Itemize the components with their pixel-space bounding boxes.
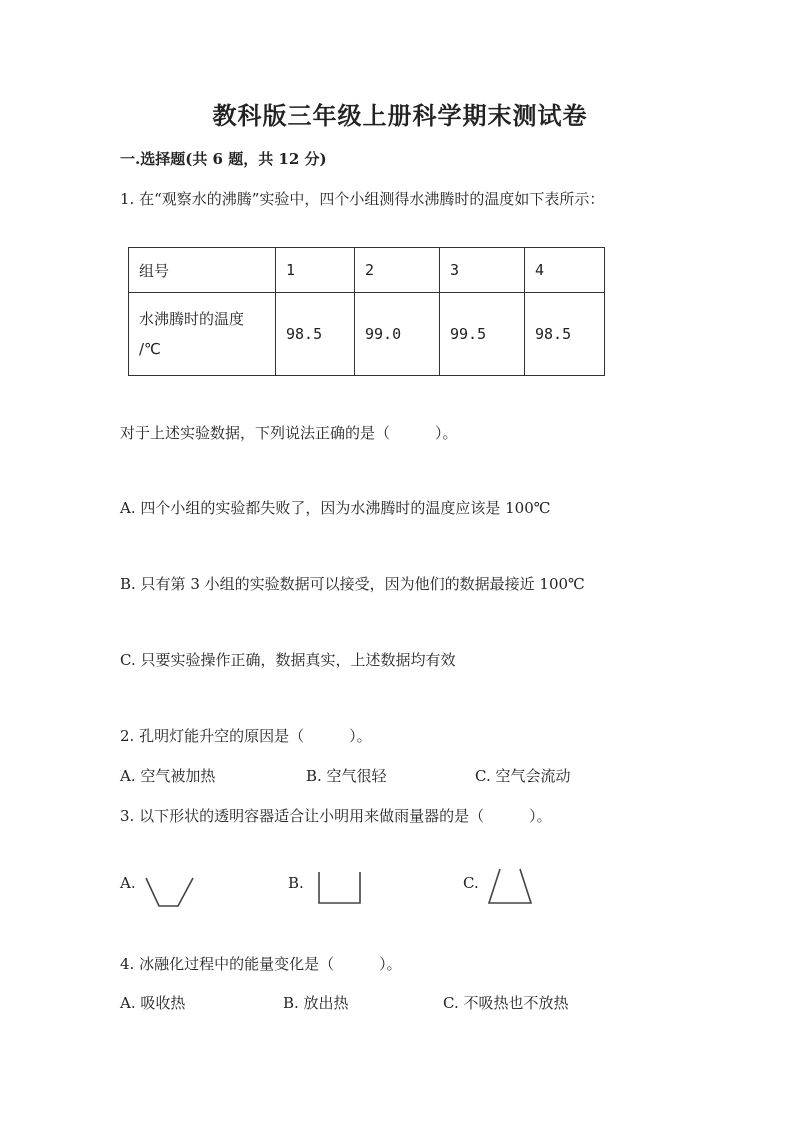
- narrow-top-container-icon: [484, 864, 536, 908]
- table-cell: 4: [525, 248, 605, 293]
- wide-top-container-icon: [140, 872, 200, 912]
- question-1-ask: 对于上述实验数据，下列说法正确的是（ ）。: [120, 424, 458, 442]
- question-3-option-c: C.: [463, 874, 479, 892]
- boiling-temperature-table: [128, 247, 605, 376]
- question-4-option-c: C. 不吸热也不放热: [443, 994, 569, 1012]
- question-4-option-b: B. 放出热: [283, 994, 349, 1012]
- question-2-option-a: A. 空气被加热: [120, 767, 216, 785]
- question-1-option-a: A. 四个小组的实验都失败了，因为水沸腾时的温度应该是 100℃: [120, 499, 551, 517]
- question-1-stem: 1. 在“观察水的沸腾”实验中，四个小组测得水沸腾时的温度如下表所示：: [120, 190, 605, 208]
- table-row: [129, 293, 605, 376]
- question-1-option-b: B. 只有第 3 小组的实验数据可以接受，因为他们的数据最接近 100℃: [120, 575, 585, 593]
- table-cell: 98.5: [525, 293, 605, 376]
- question-3-option-b: B.: [288, 874, 304, 892]
- section-heading: 一.选择题(共 6 题，共 12 分): [120, 150, 327, 168]
- table-cell: 99.0: [355, 293, 440, 376]
- question-4-option-a: A. 吸收热: [120, 994, 186, 1012]
- table-cell: [129, 293, 276, 376]
- question-4-stem: 4. 冰融化过程中的能量变化是（ ）。: [120, 955, 402, 973]
- page-title: 教科版三年级上册科学期末测试卷: [212, 101, 588, 130]
- table-cell: 组号: [129, 248, 276, 293]
- question-3-option-a: A.: [120, 874, 136, 892]
- question-2-option-c: C. 空气会流动: [475, 767, 571, 785]
- table-cell: 3: [440, 248, 525, 293]
- table-row: [129, 248, 605, 293]
- table-cell: 1: [276, 248, 355, 293]
- question-2-stem: 2. 孔明灯能升空的原因是（ ）。: [120, 727, 372, 745]
- question-3-stem: 3. 以下形状的透明容器适合让小明用来做雨量器的是（ ）。: [120, 807, 552, 825]
- row-label-unit: /℃: [139, 340, 161, 358]
- table-cell: 2: [355, 248, 440, 293]
- question-1-option-c: C. 只要实验操作正确，数据真实，上述数据均有效: [120, 651, 456, 669]
- row-label-line: 水沸腾时的温度: [139, 310, 245, 328]
- straight-wall-container-icon: [314, 868, 366, 908]
- table-cell: 99.5: [440, 293, 525, 376]
- table-cell: 98.5: [276, 293, 355, 376]
- question-2-option-b: B. 空气很轻: [306, 767, 387, 785]
